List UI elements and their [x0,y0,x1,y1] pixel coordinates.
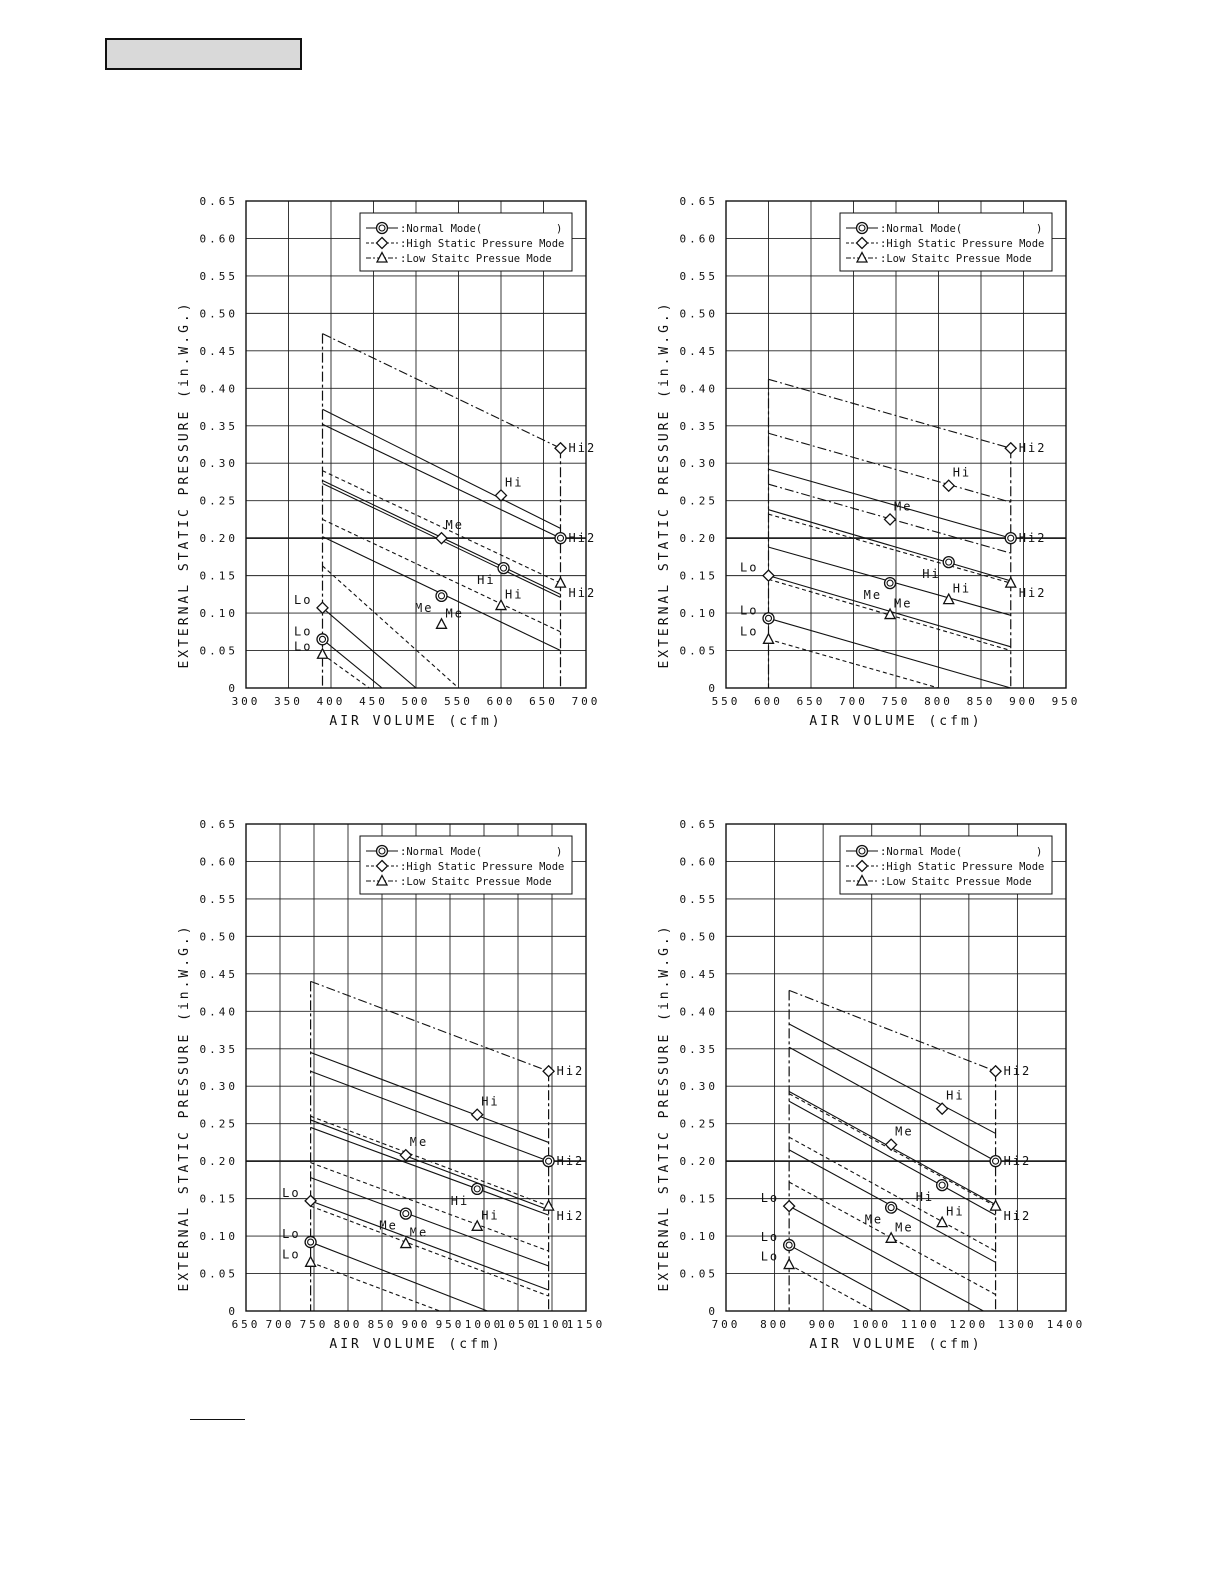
circle-marker [543,1156,554,1167]
y-tick-label: 0.45 [679,967,718,981]
y-tick-label: 0 [228,1305,238,1318]
y-tick-label: 0.35 [199,419,238,433]
x-tick-label: 800 [333,1318,363,1331]
diamond-marker [784,1201,795,1212]
point-label: Me [895,1220,914,1235]
series-line [311,1206,549,1296]
point-label: Me [445,518,464,533]
x-tick-label: 550 [444,695,473,708]
point-label: Hi [952,465,972,480]
legend-suffix: ) [556,223,563,235]
y-tick-label: 0.40 [679,382,718,396]
point-label: Hi2 [1003,1209,1032,1224]
point-label: Hi [505,587,524,602]
x-tick-label: 700 [839,695,868,708]
point-label: Me [864,1212,884,1227]
circle-marker [317,634,328,645]
series-line [769,433,1011,502]
legend-label: :Low Staitc Pressue Mode [400,876,552,888]
point-label: Hi2 [1018,531,1047,546]
y-tick-label: 0.55 [199,892,238,906]
legend-label: :Normal Mode( [880,223,963,235]
point-label: Lo [282,1227,301,1242]
y-tick-label: 0.55 [679,892,718,906]
x-tick-label: 800 [924,695,953,708]
y-tick-label: 0.15 [679,1192,718,1206]
y-tick-label: 0.60 [199,232,238,246]
x-tick-label: 1100 [532,1318,572,1331]
legend-suffix: ) [1036,223,1043,235]
legend-circle-icon [377,846,388,857]
diamond-marker [886,1139,897,1150]
y-tick-label: 0.15 [199,1192,238,1206]
point-label: Lo [294,624,313,639]
x-tick-label: 1000 [852,1318,891,1331]
y-axis-title: EXTERNAL STATIC PRESSURE (in.W.G.) [657,300,672,669]
y-tick-label: 0.35 [199,1042,238,1056]
chart-b [640,185,1100,745]
x-axis-title: AIR VOLUME (cfm) [329,714,503,729]
legend [360,213,572,271]
point-label: Hi2 [1018,441,1047,456]
series-line [323,424,561,538]
y-tick-label: 0.55 [679,269,718,283]
x-tick-label: 1300 [998,1318,1037,1331]
y-tick-label: 0.20 [679,1155,718,1169]
x-tick-label: 950 [435,1318,465,1331]
series-line [311,1178,549,1266]
series-line [789,1206,983,1311]
y-tick-label: 0.65 [199,195,238,208]
legend-label: :Normal Mode( [880,846,963,858]
series-line [789,1024,995,1133]
series-line [311,1127,549,1215]
x-axis-title: AIR VOLUME (cfm) [809,714,983,729]
y-tick-label: 0.05 [199,644,238,658]
point-label: Hi [481,1094,500,1109]
legend-label: :High Static Pressure Mode [880,238,1045,250]
point-label: Lo [760,1249,780,1264]
y-tick-label: 0.40 [199,382,238,396]
circle-marker [498,563,509,574]
y-tick-label: 0.45 [199,967,238,981]
series-line [311,1120,549,1210]
y-tick-label: 0.30 [679,457,718,471]
series-line [769,469,1011,538]
circle-marker [472,1183,483,1194]
x-tick-label: 1050 [498,1318,538,1331]
x-tick-label: 950 [1051,695,1081,708]
circle-marker [990,1156,1001,1167]
chart-c [160,808,620,1368]
y-tick-label: 0.25 [679,494,718,508]
legend-circle-icon [857,223,868,234]
x-tick-label: 850 [367,1318,397,1331]
point-label: Me [894,596,913,611]
point-label: Lo [740,603,759,618]
x-axis-title: AIR VOLUME (cfm) [809,1337,983,1352]
point-label: Hi2 [568,531,597,546]
y-tick-label: 0.50 [679,930,718,944]
x-tick-label: 600 [754,695,783,708]
point-label: Hi [915,1190,935,1205]
point-label: Me [409,1225,429,1240]
point-label: Hi [952,581,972,596]
triangle-marker [556,578,566,588]
y-tick-label: 0.65 [679,818,718,831]
diamond-marker [885,514,896,525]
triangle-marker [991,1201,1001,1211]
grid [726,201,1066,688]
y-tick-label: 0.30 [679,1080,718,1094]
y-tick-label: 0.25 [199,494,238,508]
y-tick-label: 0.35 [679,1042,718,1056]
chart-a [160,185,620,745]
circle-marker [763,613,774,624]
y-tick-label: 0 [228,682,238,695]
diamond-marker [990,1066,1001,1077]
triangle-marker [784,1259,794,1269]
y-tick-label: 0.10 [679,1230,718,1244]
point-label: Hi2 [556,1064,585,1079]
series-line [311,1071,549,1161]
x-tick-label: 700 [711,1318,741,1331]
y-tick-label: 0.10 [679,607,718,621]
x-tick-label: 1400 [1046,1318,1086,1331]
y-tick-label: 0.10 [199,607,238,621]
y-tick-label: 0.15 [199,569,238,583]
x-tick-label: 300 [231,695,261,708]
x-tick-label: 650 [231,1318,261,1331]
y-tick-label: 0.65 [199,818,238,831]
diamond-marker [943,480,954,491]
y-axis-title: EXTERNAL STATIC PRESSURE (in.W.G.) [177,923,192,1292]
x-tick-label: 1200 [949,1318,989,1331]
point-label: Hi2 [1003,1154,1032,1169]
y-tick-label: 0.20 [679,532,718,546]
x-tick-label: 650 [796,695,826,708]
circle-marker [400,1208,411,1219]
point-label: Me [445,606,464,621]
point-label: Hi [481,1208,500,1223]
legend-label: :High Static Pressure Mode [400,238,565,250]
point-label: Hi [477,573,496,588]
legend-circle-icon [377,223,388,234]
circle-marker [943,557,954,568]
x-tick-label: 750 [881,695,911,708]
y-tick-label: 0.25 [199,1117,238,1131]
point-label: Hi [946,1088,965,1103]
legend-label: :Low Staitc Pressue Mode [880,876,1032,888]
point-label: Me [409,1135,429,1150]
point-label: Lo [294,592,313,607]
circle-marker [784,1240,795,1251]
y-tick-label: 0.65 [679,195,718,208]
legend-label: :High Static Pressure Mode [880,861,1045,873]
legend-label: :Low Staitc Pressue Mode [880,253,1032,265]
series-line [311,1242,488,1311]
point-label: Lo [760,1191,780,1206]
circle-marker [436,590,447,601]
y-tick-label: 0.05 [199,1267,238,1281]
x-tick-label: 450 [359,695,388,708]
point-label: Hi [922,567,941,582]
y-tick-label: 0.40 [679,1005,718,1019]
y-axis-title: EXTERNAL STATIC PRESSURE (in.W.G.) [657,923,672,1292]
y-tick-label: 0 [708,1305,718,1318]
y-tick-label: 0.45 [679,344,718,358]
point-label: Hi [505,475,524,490]
point-label: Hi2 [556,1154,585,1169]
y-tick-label: 0.30 [199,1080,238,1094]
x-tick-label: 350 [274,695,303,708]
diamond-marker [472,1109,483,1120]
circle-marker [886,1202,897,1213]
point-label: Me [895,1124,914,1139]
point-label: Me [415,600,434,615]
circle-marker [937,1180,948,1191]
point-label: Lo [740,560,759,575]
x-tick-label: 1000 [464,1318,504,1331]
series-line [311,1163,549,1251]
legend-suffix: ) [556,846,563,858]
diamond-marker [937,1103,948,1114]
legend [840,836,1052,894]
x-tick-label: 750 [299,1318,329,1331]
point-label: Hi [946,1204,965,1219]
point-label: Me [379,1218,398,1233]
x-tick-label: 550 [711,695,741,708]
y-axis-title: EXTERNAL STATIC PRESSURE (in.W.G.) [177,300,192,669]
diamond-marker [763,570,774,581]
circle-marker [555,533,566,544]
series-lines [789,990,995,1311]
series-lines [323,334,561,688]
x-tick-label: 800 [760,1318,790,1331]
series-line [323,471,561,583]
legend-label: :Low Staitc Pressue Mode [400,253,552,265]
y-tick-label: 0.05 [679,1267,718,1281]
series-line [789,1265,874,1311]
y-tick-label: 0.60 [679,855,718,869]
series-lines [311,981,549,1311]
y-tick-label: 0.25 [679,1117,718,1131]
x-tick-label: 900 [808,1318,838,1331]
series-line [789,1101,995,1215]
y-tick-label: 0.30 [199,457,238,471]
point-label: Lo [282,1185,301,1200]
legend-circle-icon [857,846,868,857]
x-tick-label: 650 [529,695,558,708]
x-axis-title: AIR VOLUME (cfm) [329,1337,503,1352]
y-tick-label: 0.50 [199,930,238,944]
legend-label: :Normal Mode( [400,223,483,235]
circle-marker [885,578,896,589]
point-label: Me [894,499,913,514]
series-line [311,1262,440,1311]
x-tick-label: 1100 [901,1318,940,1331]
y-tick-label: 0.05 [679,644,718,658]
legend [360,836,572,894]
x-tick-label: 900 [401,1318,431,1331]
diamond-marker [305,1195,316,1206]
header-box [105,38,302,70]
series-line [789,1245,910,1311]
series-line [769,618,1011,688]
y-tick-label: 0 [708,682,718,695]
y-tick-label: 0.35 [679,419,718,433]
y-tick-label: 0.60 [199,855,238,869]
series-line [789,1094,995,1206]
series-line [789,990,995,1071]
point-label: Lo [740,624,759,639]
y-tick-label: 0.45 [199,344,238,358]
point-label: Me [863,588,883,603]
point-label: Lo [282,1247,301,1262]
y-tick-label: 0.20 [199,1155,238,1169]
triangle-marker [764,634,774,644]
circle-marker [1005,533,1016,544]
y-tick-label: 0.40 [199,1005,238,1019]
point-label: Hi2 [556,1209,585,1224]
point-label: Hi2 [1018,586,1047,601]
diamond-marker [1005,443,1016,454]
y-tick-label: 0.60 [679,232,718,246]
legend-label: :High Static Pressure Mode [400,861,565,873]
x-tick-label: 900 [1009,695,1038,708]
point-label: Hi2 [568,586,597,601]
y-tick-label: 0.50 [199,307,238,321]
chart-d [640,808,1100,1368]
y-tick-label: 0.50 [679,307,718,321]
x-tick-label: 500 [401,695,431,708]
point-label: Hi2 [568,441,597,456]
legend [840,213,1052,271]
legend-suffix: ) [1036,846,1043,858]
y-tick-label: 0.15 [679,569,718,583]
y-tick-label: 0.20 [199,532,238,546]
series-line [311,1053,549,1143]
footnote-rule [190,1419,245,1420]
x-tick-label: 850 [966,695,996,708]
series-line [323,409,561,528]
x-tick-label: 700 [265,1318,295,1331]
y-tick-label: 0.55 [199,269,238,283]
points [761,1064,1032,1268]
legend-label: :Normal Mode( [400,846,483,858]
series-line [769,379,1011,448]
circle-marker [305,1237,316,1248]
x-tick-label: 1150 [566,1318,606,1331]
diamond-marker [496,490,507,501]
series-line [311,981,549,1071]
diamond-marker [400,1150,411,1161]
point-label: Hi2 [1003,1064,1032,1079]
series-line [323,608,417,688]
x-tick-label: 400 [316,695,346,708]
x-tick-label: 700 [571,695,601,708]
grid [246,201,586,688]
series-line [311,1201,549,1290]
point-label: Lo [294,639,313,654]
diamond-marker [555,443,566,454]
points [294,441,596,658]
y-tick-label: 0.10 [199,1230,238,1244]
x-tick-label: 600 [486,695,516,708]
point-label: Lo [760,1230,780,1245]
point-label: Hi [450,1193,470,1208]
